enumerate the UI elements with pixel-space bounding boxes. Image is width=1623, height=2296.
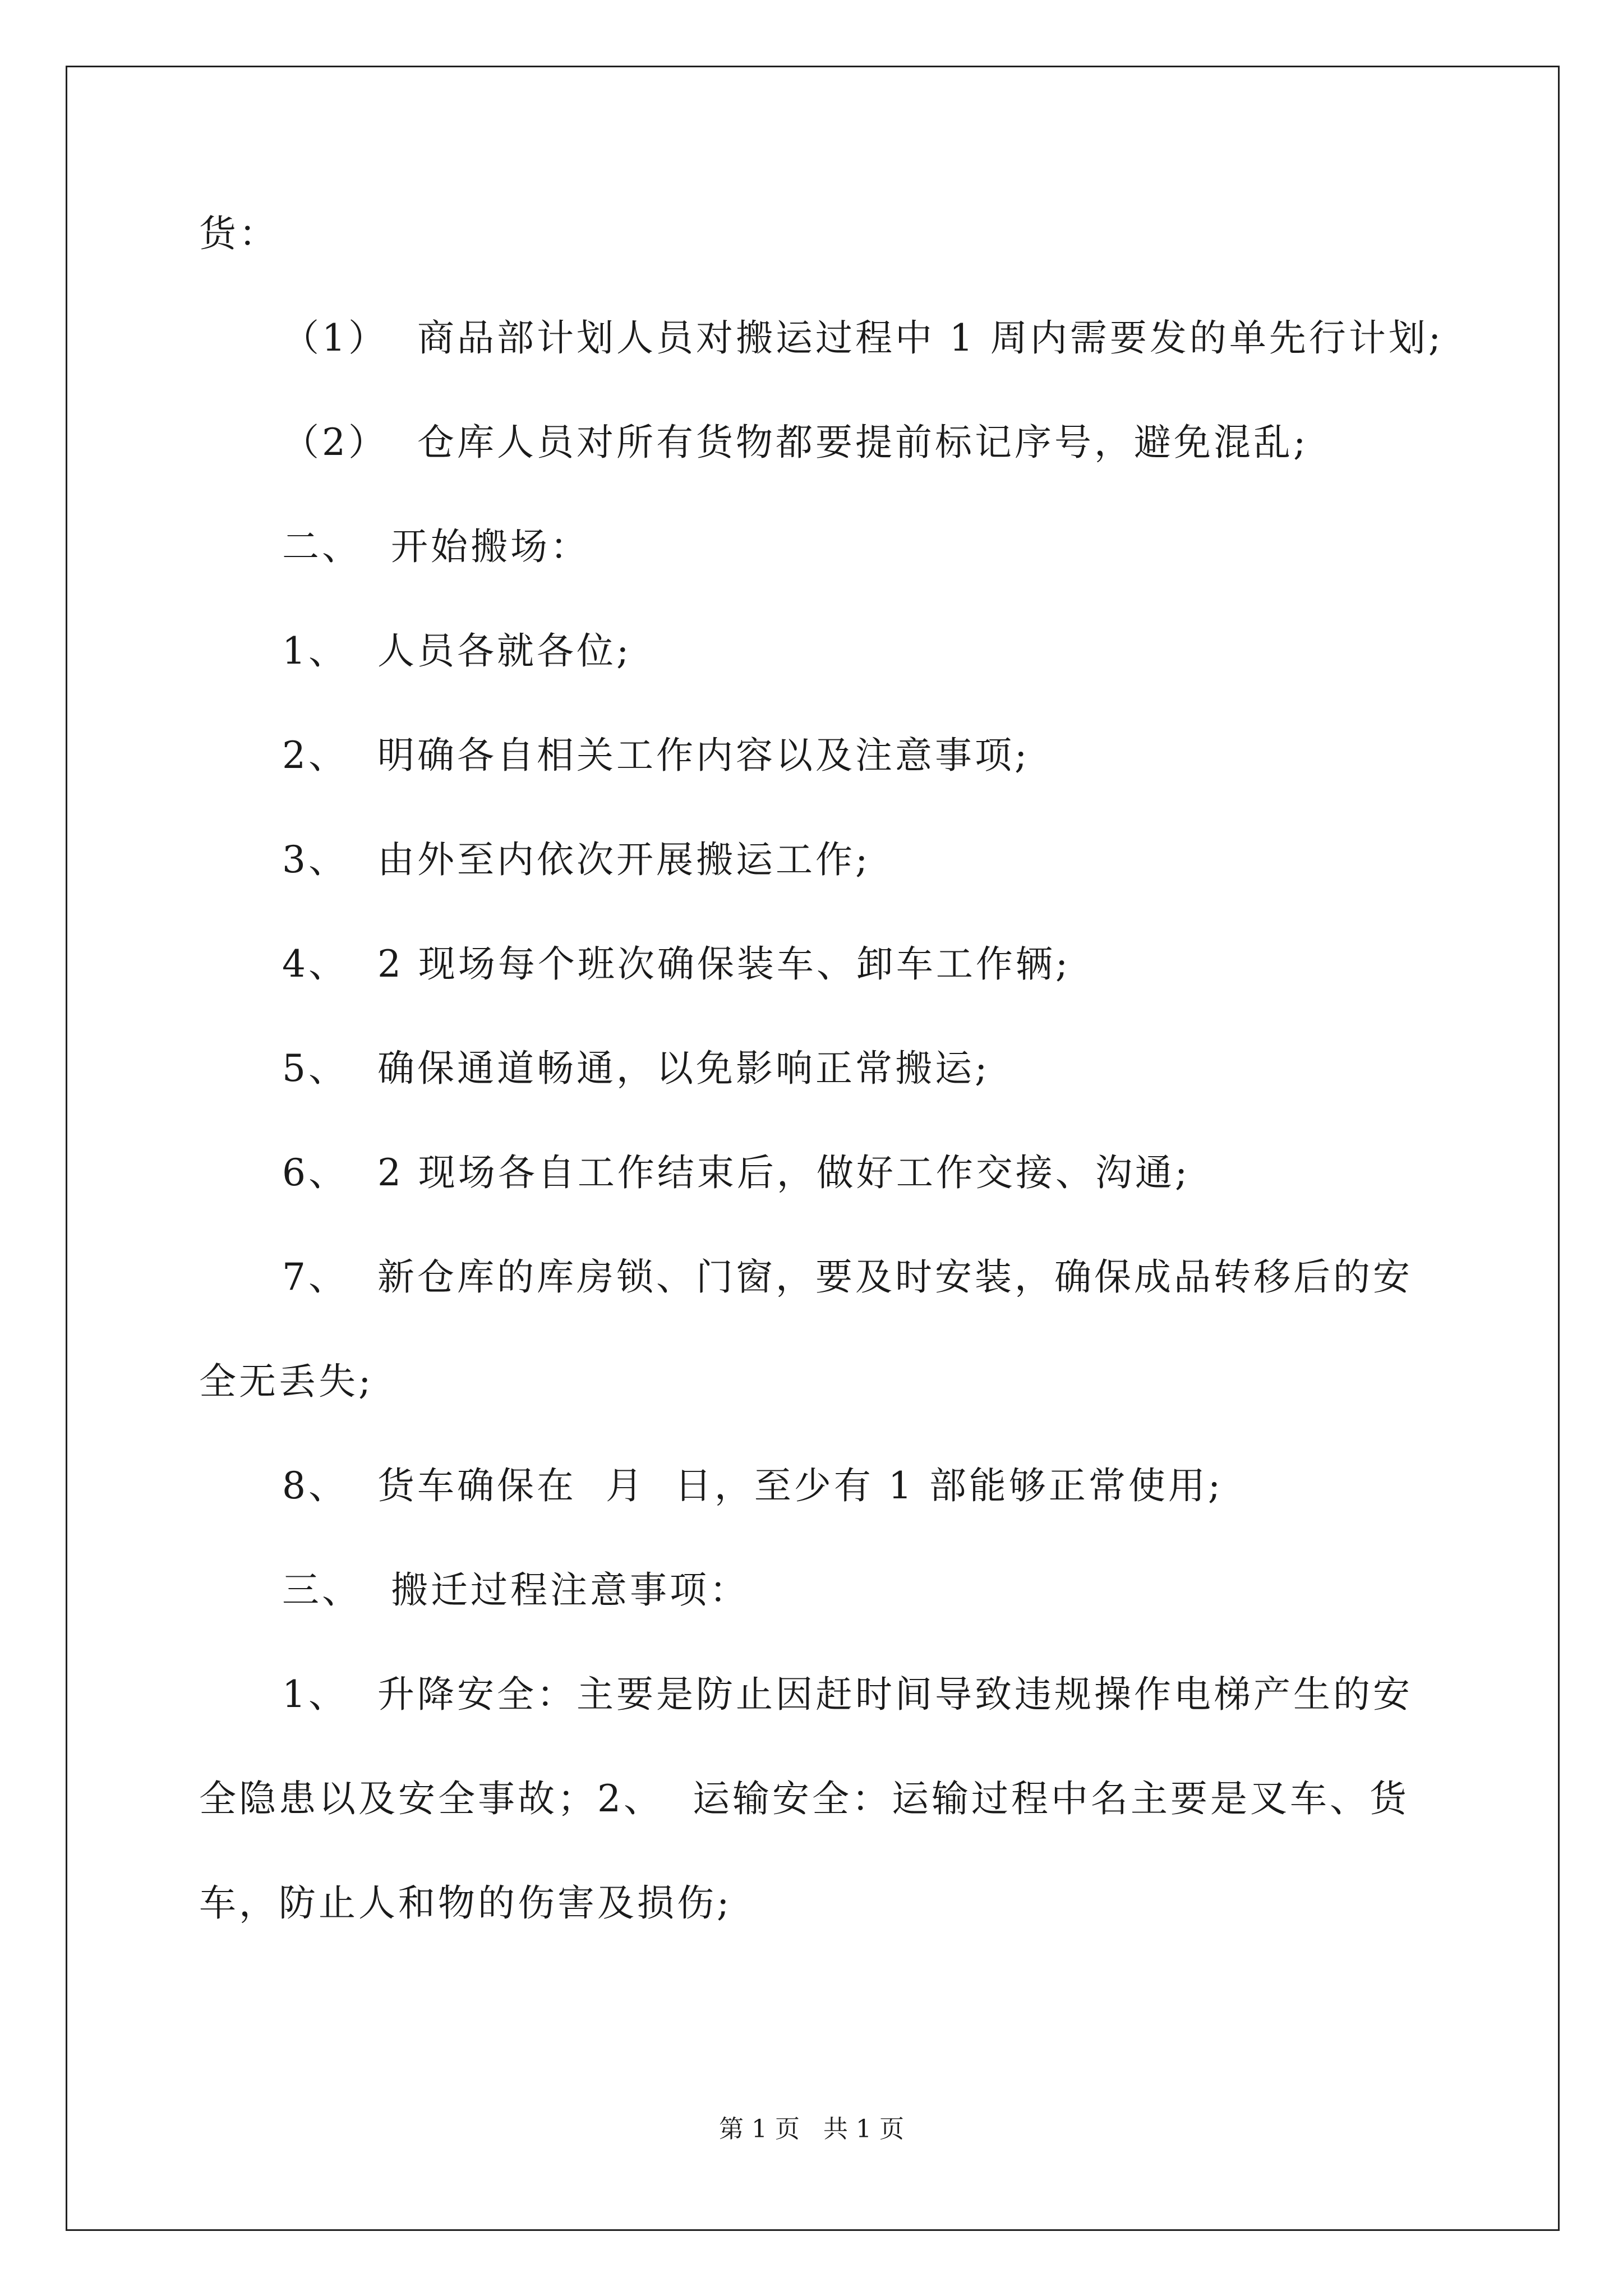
text-line-2: （1） 商品部计划人员对搬运过程中 1 周内需要发的单先行计划; — [282, 316, 1444, 360]
text-line-7: 3、 由外至内依次开展搬运工作; — [282, 838, 871, 881]
text-line-6: 2、 明确各自相关工作内容以及注意事项; — [282, 734, 1030, 777]
text-line-16: 全隐患以及安全事故；2、 运输安全：运输过程中名主要是叉车、货 — [199, 1777, 1409, 1820]
text-line-1: 货： — [199, 212, 279, 255]
text-line-11: 7、 新仓库的库房锁、门窗，要及时安装，确保成品转移后的安 — [282, 1255, 1413, 1299]
text-line-10: 6、 2 现场各自工作结束后，做好工作交接、沟通; — [282, 1151, 1191, 1194]
text-line-9: 5、 确保通道畅通，以免影响正常搬运; — [282, 1047, 990, 1090]
section-heading-3: 三、 搬迁过程注意事项： — [282, 1568, 749, 1612]
text-line-3: （2） 仓库人员对所有货物都要提前标记序号，避免混乱; — [282, 421, 1309, 464]
text-line-17: 车，防止人和物的伤害及损伤; — [199, 1881, 732, 1925]
text-line-13: 8、 货车确保在 月 日，至少有 1 部能够正常使用; — [282, 1464, 1224, 1507]
text-line-8: 4、 2 现场每个班次确保装车、卸车工作辆; — [282, 942, 1071, 986]
section-heading-2: 二、 开始搬场： — [282, 525, 590, 568]
page-footer: 第 1 页 共 1 页 — [719, 2115, 904, 2143]
text-line-5: 1、 人员各就各位; — [282, 629, 632, 673]
text-line-12: 全无丢失; — [199, 1360, 374, 1403]
text-line-15: 1、 升降安全：主要是防止因赶时间导致违规操作电梯产生的安 — [282, 1673, 1413, 1716]
